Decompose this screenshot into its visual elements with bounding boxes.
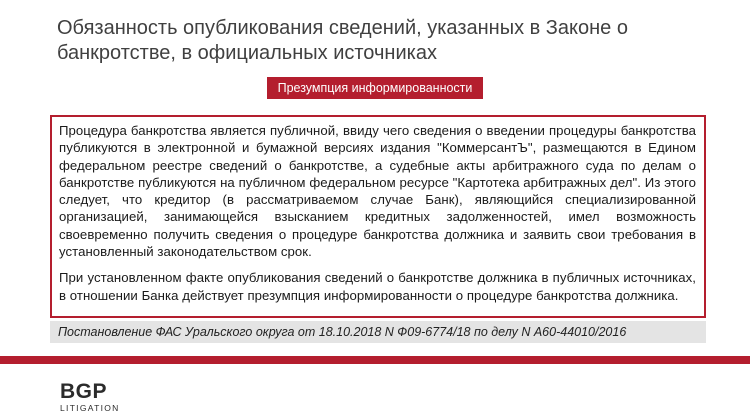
footer-bar [0, 356, 750, 364]
paragraph-main: Процедура банкротства является публичной, ввиду чего сведения о введении процедуры банкротства публикуются в электронной и бумажной версиях издания "КоммерсантЪ", размещаются в Едином федеральном реестре сведений о банкротстве, а судебные акты арбитражного суда по делам о банкротстве публикуются на публичном федеральном ресурсе "Картотека арбитражных дел". Из этого следует, что кредитор (в рассматриваемом случае Банк), являющийся специализированной организацией, занимающейся взысканием кредитных задолженностей, имел возможность своевременно получить сведения о процедуре банкротства должника и заявить свои требования в установленный законодательством срок. [59, 123, 696, 260]
subtitle-badge: Презумпция информированности [267, 77, 483, 99]
slide-title: Обязанность опубликования сведений, указанных в Законе о банкротстве, в официальных источниках [57, 17, 628, 64]
logo-main-text: BGP [60, 380, 108, 403]
content-box [50, 115, 706, 318]
citation: Постановление ФАС Уральского округа от 18.10.2018 N Ф09-6774/18 по делу N А60-44010/2016 [50, 321, 706, 343]
logo-sub-text: LITIGATION [60, 403, 120, 413]
paragraph-conclusion: При установленном факте опубликования сведений о банкротстве должника в публичных источниках, в отношении Банка действует презумпция информированности о процедуре банкротства должника. [59, 270, 696, 303]
company-logo [60, 381, 150, 415]
